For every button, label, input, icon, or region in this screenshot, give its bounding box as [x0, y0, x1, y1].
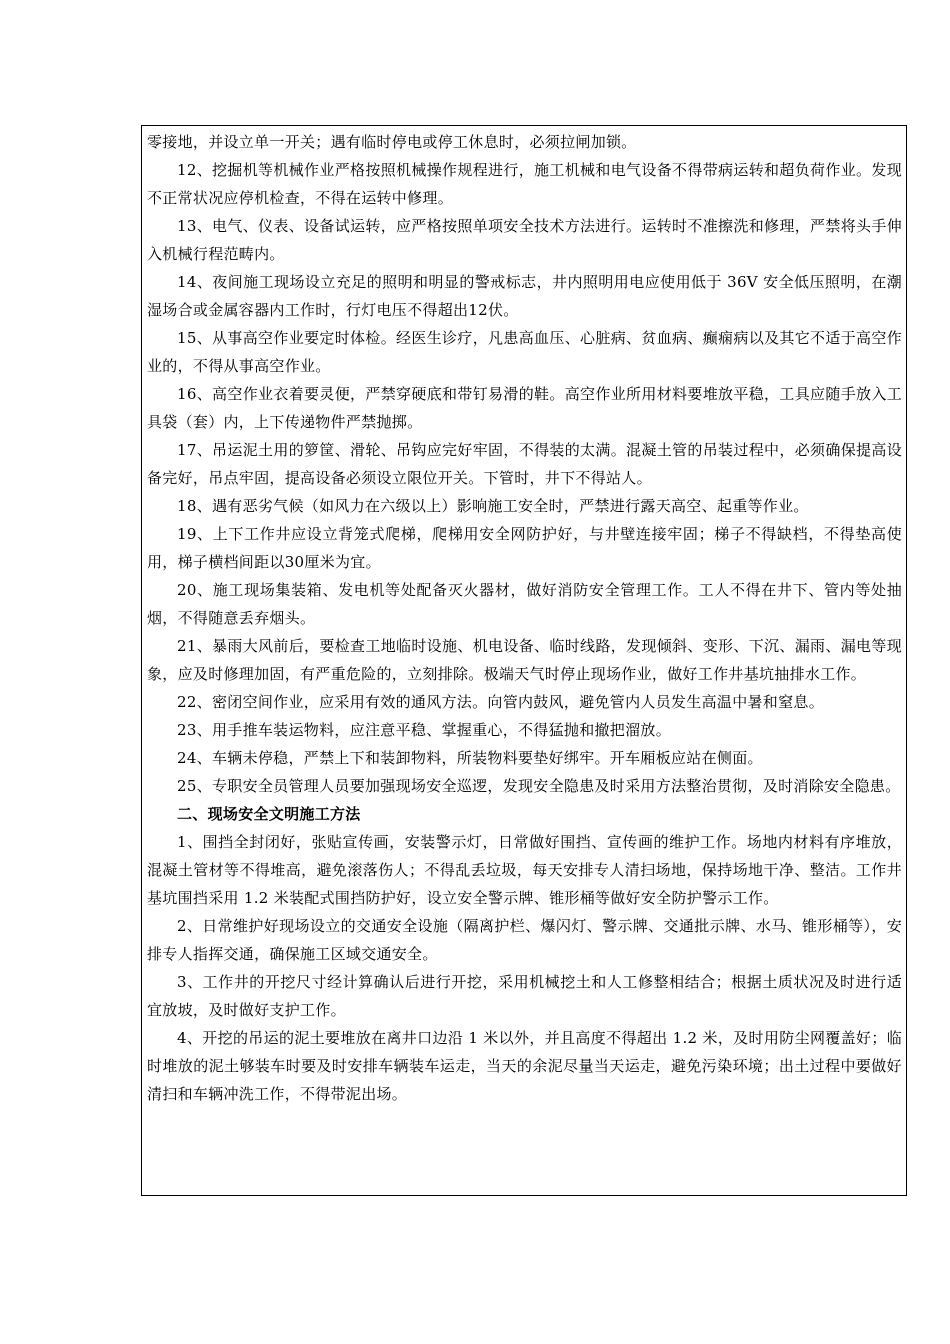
- paragraph-item-16: 16、高空作业衣着要灵便，严禁穿硬底和带钉易滑的鞋。高空作业所用材料要堆放平稳，工具应随手放入工具袋（套）内，上下传递物件严禁抛掷。: [147, 385, 902, 431]
- paragraph-item-21: 21、暴雨大风前后，要检查工地临时设施、机电设备、临时线路，发现倾斜、变形、下沉、漏雨、漏电等现象，应及时修理加固，有严重危险的，立刻排除。极端天气时停止现场作业，做好工作井基坑抽排水工作。: [147, 637, 902, 683]
- paragraph-continuation: 零接地，并设立单一开关；遇有临时停电或停工休息时，必须拉闸加锁。: [147, 133, 637, 151]
- section-heading: 二、现场安全文明施工方法: [177, 805, 361, 823]
- paragraph-item-17: 17、吊运泥土用的箩筐、滑轮、吊钩应完好牢固，不得装的太满。混凝土管的吊装过程中，必须确保提高设备完好，吊点牢固，提高设备必须设立限位开关。下管时，井下不得站人。: [147, 441, 902, 487]
- paragraph-section2-item-3: 3、工作井的开挖尺寸经计算确认后进行开挖，采用机械挖土和人工修整相结合；根据土质状况及时进行适宜放坡，及时做好支护工作。: [147, 973, 902, 1019]
- paragraph-item-12: 12、挖掘机等机械作业严格按照机械操作规程进行，施工机械和电气设备不得带病运转和超负荷作业。发现不正常状况应停机检查，不得在运转中修理。: [147, 161, 902, 207]
- document-frame: [141, 125, 907, 1196]
- paragraph-item-24: 24、车辆未停稳，严禁上下和装卸物料，所装物料要垫好绑牢。开车厢板应站在侧面。: [177, 749, 763, 767]
- paragraph-section2-item-4: 4、开挖的吊运的泥土要堆放在离井口边沿 1 米以外，并且高度不得超出 1.2 米，及时用防尘网覆盖好；临时堆放的泥土够装车时要及时安排车辆装车运走，当天的余泥尽量当天运走，避免污染环境；出土过程中要做好清扫和车辆冲洗工作，不得带泥出场。: [147, 1029, 902, 1103]
- paragraph-section2-item-1: 1、围挡全封闭好，张贴宣传画，安装警示灯，日常做好围挡、宣传画的维护工作。场地内材料有序堆放，混凝土管材等不得堆高，避免滚落伤人；不得乱丢垃圾，每天安排专人清扫场地，保持场地干净、整洁。工作井基坑围挡采用 1.2 米装配式围挡防护好，设立安全警示牌、锥形桶等做好安全防护警示工作。: [147, 833, 902, 907]
- paragraph-item-19: 19、上下工作井应设立背笼式爬梯，爬梯用安全网防护好，与井壁连接牢固；梯子不得缺档，不得垫高使用，梯子横档间距以30厘米为宜。: [147, 525, 902, 571]
- paragraph-item-22: 22、密闭空间作业，应采用有效的通风方法。向管内鼓风，避免管内人员发生高温中暑和窒息。: [177, 693, 824, 711]
- paragraph-item-23: 23、用手推车装运物料，应注意平稳、掌握重心，不得猛抛和撤把溜放。: [177, 721, 671, 739]
- paragraph-section2-item-2: 2、日常维护好现场设立的交通安全设施（隔离护栏、爆闪灯、警示牌、交通批示牌、水马、锥形桶等），安排专人指挥交通，确保施工区域交通安全。: [147, 917, 902, 963]
- paragraph-item-14: 14、夜间施工现场设立充足的照明和明显的警戒标志，井内照明用电应使用低于 36V 安全低压照明，在潮湿场合或金属容器内工作时，行灯电压不得超出12伏。: [147, 273, 902, 319]
- paragraph-item-25: 25、专职安全员管理人员要加强现场安全巡逻，发现安全隐患及时采用方法整治贯彻，及时消除安全隐患。: [177, 777, 901, 795]
- paragraph-item-13: 13、电气、仪表、设备试运转，应严格按照单项安全技术方法进行。运转时不准擦洗和修理，严禁将头手伸入机械行程范畴内。: [147, 217, 902, 263]
- paragraph-item-20: 20、施工现场集装箱、发电机等处配备灭火器材，做好消防安全管理工作。工人不得在井下、管内等处抽烟，不得随意丢弃烟头。: [147, 581, 902, 627]
- paragraph-item-18: 18、遇有恶劣气候（如风力在六级以上）影响施工安全时，严禁进行露天高空、起重等作业。: [177, 497, 809, 515]
- paragraph-item-15: 15、从事高空作业要定时体检。经医生诊疗，凡患高血压、心脏病、贫血病、癫痫病以及其它不适于高空作业的，不得从事高空作业。: [147, 329, 902, 375]
